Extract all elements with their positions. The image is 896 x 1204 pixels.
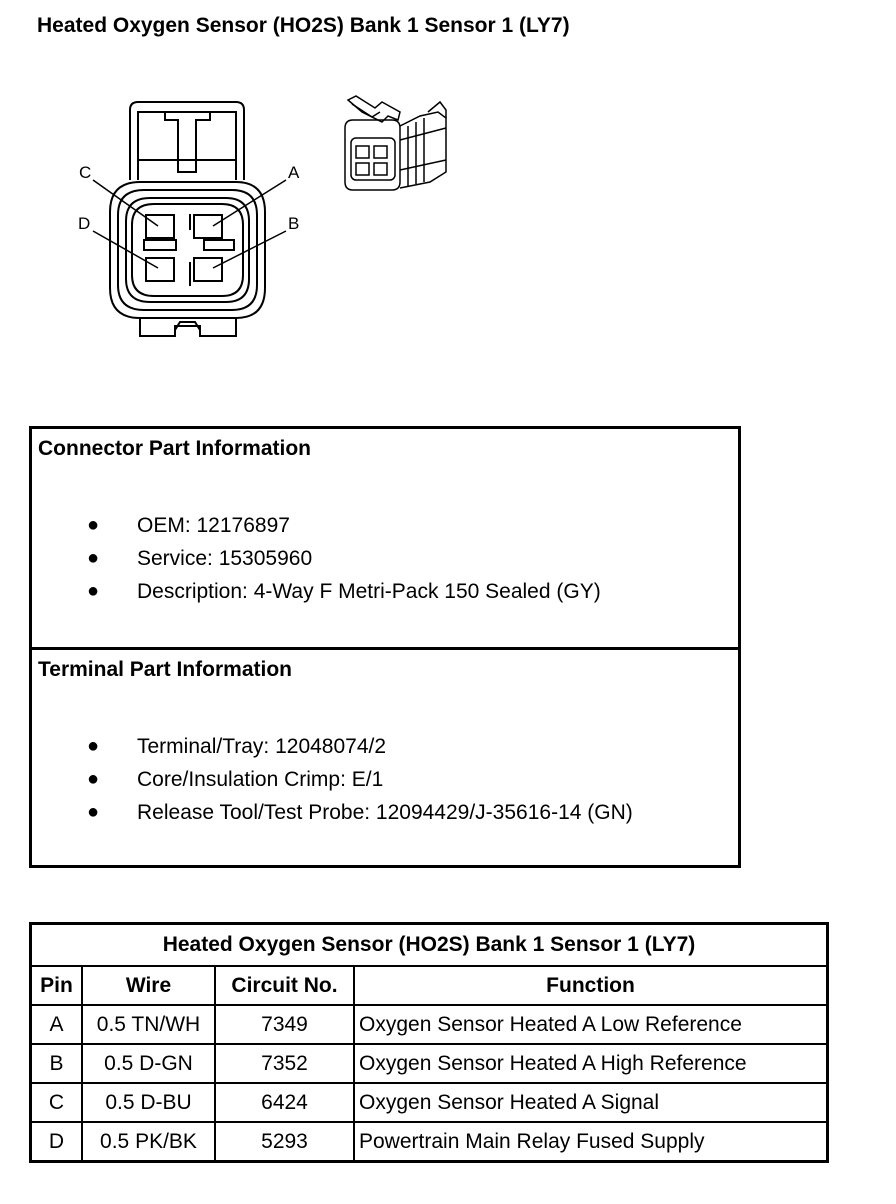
- terminal-part-info-heading: Terminal Part Information: [38, 658, 292, 681]
- header-circuit: Circuit No.: [215, 966, 354, 1005]
- table-row: [31, 1083, 828, 1122]
- terminal-crimp: Core/Insulation Crimp: E/1: [137, 768, 384, 791]
- cavity-c: [146, 215, 174, 238]
- cell-wire: 0.5 TN/WH: [82, 1005, 215, 1044]
- connector-description: Description: 4-Way F Metri-Pack 150 Sealed (GY): [137, 580, 601, 603]
- cell-function: Powertrain Main Relay Fused Supply: [354, 1122, 828, 1162]
- cell-pin: C: [31, 1083, 83, 1122]
- header-function: Function: [354, 966, 828, 1005]
- connector-part-info-heading: Connector Part Information: [38, 437, 312, 460]
- cell-circuit: 6424: [215, 1083, 354, 1122]
- cell-circuit: 7352: [215, 1044, 354, 1083]
- bullet-icon: ●: [87, 580, 100, 602]
- pin-label-c: C: [79, 163, 92, 182]
- table-row: [31, 1122, 828, 1162]
- connector-diagram: [0, 60, 470, 360]
- header-pin: Pin: [31, 966, 83, 1005]
- cavity-d: [146, 258, 174, 281]
- cell-function: Oxygen Sensor Heated A High Reference: [354, 1044, 828, 1083]
- cell-pin: D: [31, 1122, 83, 1162]
- terminal-tray: Terminal/Tray: 12048074/2: [137, 735, 387, 758]
- connector-face-drawing: [110, 102, 265, 336]
- header-wire: Wire: [82, 966, 215, 1005]
- cell-pin: A: [31, 1005, 83, 1044]
- bullet-icon: ●: [87, 547, 100, 569]
- bullet-icon: ●: [87, 514, 100, 536]
- connector-service: Service: 15305960: [137, 547, 313, 570]
- terminal-release-tool: Release Tool/Test Probe: 12094429/J-35616-14 (GN): [137, 801, 633, 824]
- connector-oem: OEM: 12176897: [137, 514, 290, 537]
- pin-label-d: D: [78, 214, 91, 233]
- bullet-icon: ●: [87, 768, 100, 790]
- cell-wire: 0.5 D-BU: [82, 1083, 215, 1122]
- pin-label-a: A: [288, 163, 300, 182]
- table-header-row: [31, 966, 828, 1005]
- connector-3d-view: [345, 96, 446, 190]
- cavity-b: [194, 258, 222, 281]
- page-title: Heated Oxygen Sensor (HO2S) Bank 1 Sensor 1 (LY7): [37, 14, 570, 37]
- table-row: [31, 1005, 828, 1044]
- cell-wire: 0.5 PK/BK: [82, 1122, 215, 1162]
- connector-part-info: [32, 429, 738, 647]
- table-row: [31, 1044, 828, 1083]
- cell-wire: 0.5 D-GN: [82, 1044, 215, 1083]
- cavity-a: [194, 215, 222, 238]
- table-caption: Heated Oxygen Sensor (HO2S) Bank 1 Sensor 1 (LY7): [31, 924, 828, 967]
- pin-function-table: [29, 922, 829, 1163]
- bullet-icon: ●: [87, 801, 100, 823]
- cell-circuit: 7349: [215, 1005, 354, 1044]
- cell-function: Oxygen Sensor Heated A Low Reference: [354, 1005, 828, 1044]
- cell-circuit: 5293: [215, 1122, 354, 1162]
- cell-function: Oxygen Sensor Heated A Signal: [354, 1083, 828, 1122]
- part-info-box: [29, 426, 741, 868]
- terminal-part-info: [32, 647, 738, 862]
- cell-pin: B: [31, 1044, 83, 1083]
- pin-label-b: B: [288, 214, 300, 233]
- bullet-icon: ●: [87, 735, 100, 757]
